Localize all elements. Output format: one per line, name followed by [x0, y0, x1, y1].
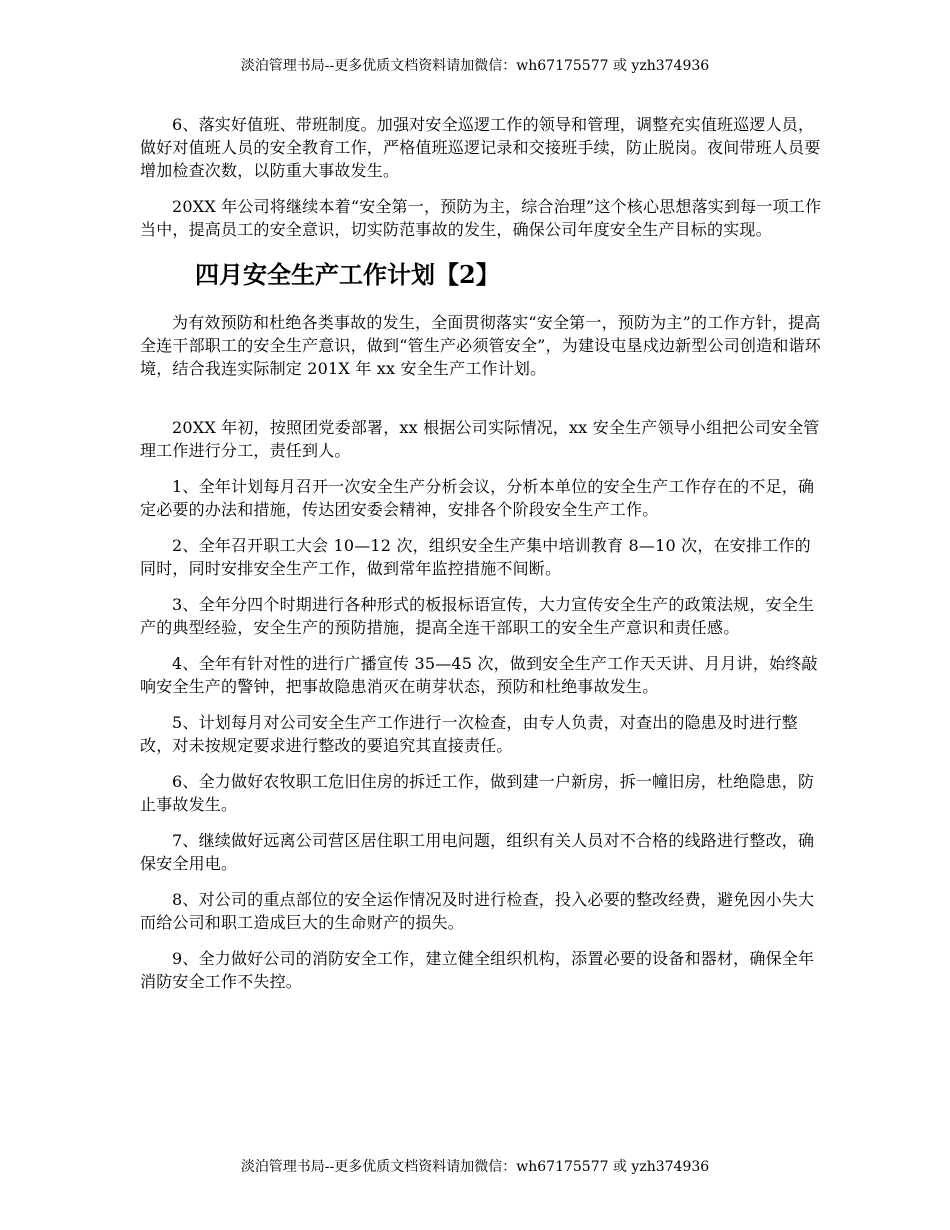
- list-item-3: 3、全年分四个时期进行各种形式的板报标语宣传，大力宣传安全生产的政策法规，安全生产的典型经验，安全生产的预防措施，提高全连干部职工的安全生产意识和责任感。: [140, 595, 815, 637]
- paragraph: 20XX 年初，按照团党委部署，xx 根据公司实际情况，xx 安全生产领导小组把公司安全管理工作进行分工，责任到人。: [140, 418, 820, 460]
- page-footer: 淡泊管理书局--更多优质文档资料请加微信：wh67175577 或 yzh374936: [240, 1159, 710, 1175]
- list-item-9: 9、全力做好公司的消防安全工作，建立健全组织机构，添置必要的设备和器材，确保全年消防安全工作不失控。: [140, 949, 815, 991]
- list-item-6: 6、全力做好农牧职工危旧住房的拆迁工作，做到建一户新房，拆一幢旧房，杜绝隐患，防止事故发生。: [140, 772, 815, 814]
- list-item-5: 5、计划每月对公司安全生产工作进行一次检查，由专人负责，对查出的隐患及时进行整改，对未按规定要求进行整改的要追究其直接责任。: [140, 713, 798, 755]
- paragraph: 6、落实好值班、带班制度。加强对安全巡逻工作的领导和管理，调整充实值班巡逻人员，做好对值班人员的安全教育工作，严格值班巡逻记录和交接班手续，防止脱岗。夜间带班人员要增加检查次数，以防重大事故发生。: [140, 115, 821, 180]
- paragraph: 20XX 年公司将继续本着“安全第一，预防为主，综合治理”这个核心思想落实到每一项工作当中，提高员工的安全意识，切实防范事故的发生，确保公司年度安全生产目标的实现。: [140, 197, 822, 239]
- document-body: [140, 113, 822, 1006]
- section-title: 四月安全生产工作计划【2】: [195, 260, 500, 289]
- list-item-7: 7、继续做好远离公司营区居住职工用电问题，组织有关人员对不合格的线路进行整改，确保安全用电。: [140, 831, 815, 873]
- list-item-4: 4、全年有针对性的进行广播宣传 35—45 次，做到安全生产工作天天讲、月月讲，始终敲响安全生产的警钟，把事故隐患消灭在萌芽状态，预防和杜绝事故发生。: [140, 654, 818, 696]
- list-item-2: 2、全年召开职工大会 10—12 次，组织安全生产集中培训教育 8—10 次，在安排工作的同时，同时安排安全生产工作，做到常年监控措施不间断。: [140, 536, 811, 578]
- list-item-8: 8、对公司的重点部位的安全运作情况及时进行检查，投入必要的整改经费，避免因小失大而给公司和职工造成巨大的生命财产的损失。: [140, 890, 815, 932]
- intro-paragraph: 为有效预防和杜绝各类事故的发生，全面贯彻落实“安全第一，预防为主”的工作方针，提高全连干部职工的安全生产意识，做到“管生产必须管安全”，为建设屯垦戍边新型公司创造和谐环境，结合我连实际制定 201X 年 xx 安全生产工作计划。: [140, 313, 821, 378]
- list-item-1: 1、全年计划每月召开一次安全生产分析会议，分析本单位的安全生产工作存在的不足，确定必要的办法和措施，传达团安委会精神，安排各个阶段安全生产工作。: [140, 477, 815, 519]
- spacer: [140, 393, 822, 416]
- page-header: 淡泊管理书局--更多优质文档资料请加微信：wh67175577 或 yzh374936: [240, 58, 710, 74]
